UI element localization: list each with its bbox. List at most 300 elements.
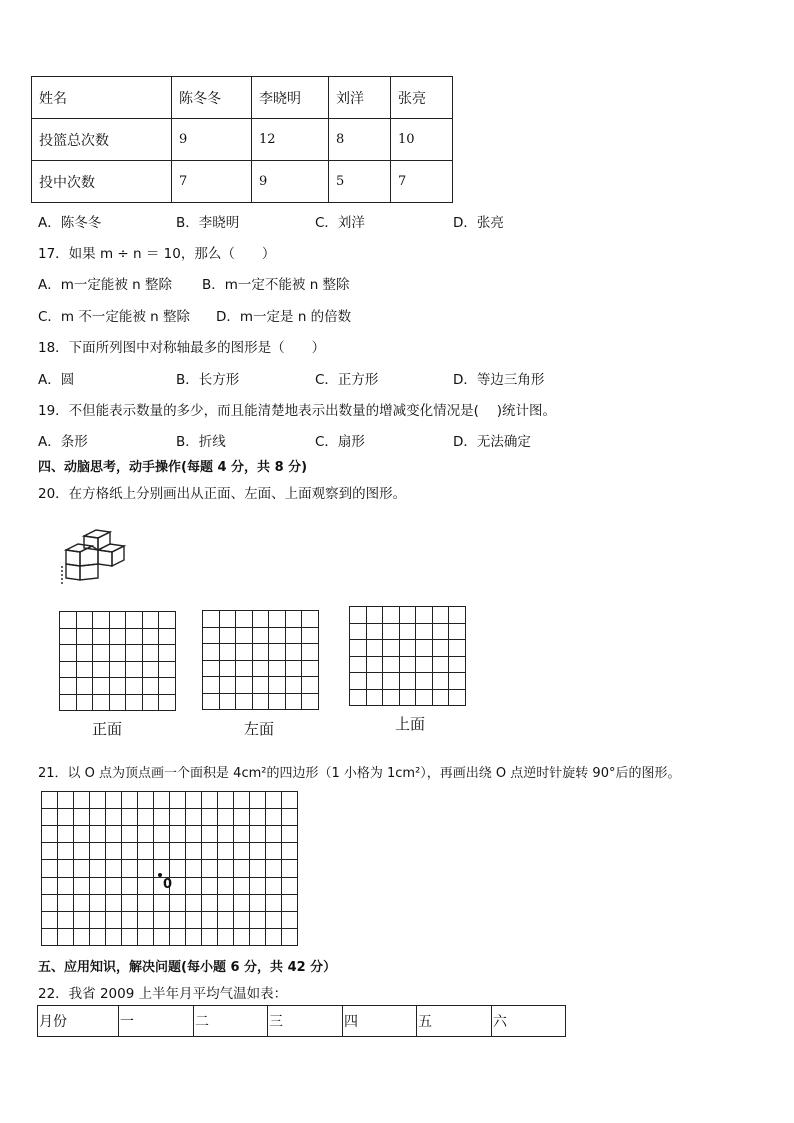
grid-cell <box>252 660 269 677</box>
grid-cell <box>185 842 201 859</box>
grid-cell <box>105 928 121 945</box>
grid-cell <box>265 825 281 842</box>
grid-cell <box>125 644 142 661</box>
point-o-label: 0 <box>163 877 173 892</box>
table-cell: 9 <box>252 161 329 203</box>
q19-option-b: B．折线 <box>176 434 226 450</box>
grid-cell <box>185 825 201 842</box>
grid-cell <box>349 606 366 623</box>
table-cell: 一 <box>119 1006 194 1037</box>
grid-cell <box>233 808 249 825</box>
grid-cell <box>125 677 142 694</box>
grid-cell <box>92 661 109 678</box>
grid-cell <box>169 859 185 876</box>
grid-cell <box>121 825 137 842</box>
grid-cell <box>233 928 249 945</box>
grid-cell <box>121 842 137 859</box>
grid-cell <box>89 825 105 842</box>
grid-cell <box>59 628 76 645</box>
grid-cell <box>201 842 217 859</box>
grid-cell <box>281 928 297 945</box>
grid-cell <box>432 623 449 640</box>
left-view-grid[interactable] <box>202 610 319 710</box>
grid-cell <box>268 610 285 627</box>
grid-cell <box>268 643 285 660</box>
q16-option-a: A．陈冬冬 <box>38 215 102 231</box>
grid-cell <box>349 639 366 656</box>
grid-cell <box>366 623 383 640</box>
grid-cell <box>285 627 302 644</box>
table-header-cell: 张亮 <box>391 77 453 119</box>
grid-cell <box>57 825 73 842</box>
grid-cell <box>169 791 185 808</box>
grid-cell <box>125 694 142 711</box>
grid-cell <box>415 623 432 640</box>
grid-cell <box>89 928 105 945</box>
grid-cell <box>169 928 185 945</box>
section-5-heading: 五、应用知识，解决问题(每小题 6 分，共 42 分） <box>38 960 337 975</box>
grid-cell <box>137 859 153 876</box>
grid-cell <box>92 611 109 628</box>
grid-cell <box>109 611 126 628</box>
grid-cell <box>76 644 93 661</box>
grid-cell <box>201 791 217 808</box>
grid-cell <box>233 859 249 876</box>
grid-cell <box>281 877 297 894</box>
q19-option-a: A．条形 <box>38 434 88 450</box>
q18-option-c: C．正方形 <box>315 372 379 388</box>
grid-cell <box>301 610 318 627</box>
grid-cell <box>137 877 153 894</box>
grid-cell <box>169 894 185 911</box>
grid-cell <box>89 842 105 859</box>
grid-cell <box>76 677 93 694</box>
grid-cell <box>249 894 265 911</box>
grid-cell <box>105 911 121 928</box>
grid-cell <box>201 859 217 876</box>
grid-cell <box>57 894 73 911</box>
table-cell: 三 <box>268 1006 343 1037</box>
grid-cell <box>448 623 465 640</box>
grid-cell <box>185 928 201 945</box>
q19-option-c: C．扇形 <box>315 434 365 450</box>
grid-cell <box>249 808 265 825</box>
table-row <box>32 77 453 119</box>
grid-cell <box>219 610 236 627</box>
grid-cell <box>399 656 416 673</box>
grid-cell <box>89 791 105 808</box>
grid-cell <box>121 877 137 894</box>
grid-cell <box>89 894 105 911</box>
grid-cell <box>202 627 219 644</box>
grid-cell <box>57 791 73 808</box>
grid-cell <box>57 911 73 928</box>
table-header-cell: 姓名 <box>32 77 172 119</box>
grid-cell <box>169 825 185 842</box>
grid-cell <box>268 627 285 644</box>
grid-cell <box>399 606 416 623</box>
grid-cell <box>432 689 449 706</box>
top-view-grid[interactable] <box>349 606 466 706</box>
grid-cell <box>142 611 159 628</box>
grid-cell <box>73 842 89 859</box>
grid-cell <box>382 689 399 706</box>
grid-cell <box>217 859 233 876</box>
grid-cell <box>366 656 383 673</box>
table-cell: 7 <box>172 161 252 203</box>
grid-cell <box>73 928 89 945</box>
grid-cell <box>268 676 285 693</box>
grid-cell <box>249 928 265 945</box>
grid-cell <box>217 825 233 842</box>
grid-cell <box>301 660 318 677</box>
table-header-cell: 刘洋 <box>329 77 391 119</box>
table-cell: 四 <box>343 1006 417 1037</box>
grid-cell <box>382 606 399 623</box>
grid-cell <box>105 825 121 842</box>
q18-option-a: A．圆 <box>38 372 75 388</box>
grid-cell <box>57 877 73 894</box>
grid-cell <box>105 791 121 808</box>
table-cell: 5 <box>329 161 391 203</box>
table-cell: 六 <box>492 1006 566 1037</box>
grid-cell <box>92 677 109 694</box>
grid-cell <box>285 676 302 693</box>
grid-cell <box>448 689 465 706</box>
grid-cell <box>281 791 297 808</box>
grid-cell <box>301 643 318 660</box>
table-cell: 五 <box>417 1006 492 1037</box>
grid-cell <box>92 644 109 661</box>
grid-cell <box>201 894 217 911</box>
grid-cell <box>137 842 153 859</box>
grid-cell <box>153 808 169 825</box>
grid-cell <box>142 694 159 711</box>
grid-cell <box>217 808 233 825</box>
grid-cell <box>448 656 465 673</box>
grid-cell <box>59 661 76 678</box>
grid-cell <box>281 842 297 859</box>
grid-cell <box>76 628 93 645</box>
grid-cell <box>202 643 219 660</box>
q17-option-c: C．m 不一定能被 n 整除 <box>38 309 191 325</box>
grid-cell <box>185 791 201 808</box>
grid-cell <box>252 693 269 710</box>
q18-text: 18．下面所列图中对称轴最多的图形是（ ） <box>38 340 326 356</box>
grid-cell <box>382 639 399 656</box>
grid-cell <box>265 911 281 928</box>
grid-cell <box>121 808 137 825</box>
grid-cell <box>301 676 318 693</box>
grid-cell <box>41 791 57 808</box>
q19-text: 19．不但能表示数量的多少，而且能清楚地表示出数量的增减变化情况是( )统计图。 <box>38 403 557 419</box>
grid-cell <box>432 606 449 623</box>
grid-cell <box>265 928 281 945</box>
front-view-grid[interactable] <box>59 611 176 711</box>
grid-cell <box>142 644 159 661</box>
grid-cell <box>265 808 281 825</box>
q17-text: 17．如果 m ÷ n ＝ 10，那么（ ） <box>38 246 276 262</box>
grid-cell <box>399 689 416 706</box>
grid-cell <box>158 611 175 628</box>
grid-cell <box>57 928 73 945</box>
table-header-cell: 陈冬冬 <box>172 77 252 119</box>
grid-cell <box>219 627 236 644</box>
grid-cell <box>41 842 57 859</box>
grid-cell <box>153 928 169 945</box>
grid-cell <box>121 791 137 808</box>
grid-cell <box>185 859 201 876</box>
grid-cell <box>41 928 57 945</box>
grid-cell <box>125 661 142 678</box>
grid-cell <box>201 928 217 945</box>
grid-cell <box>349 656 366 673</box>
grid-cell <box>125 611 142 628</box>
grid-cell <box>399 623 416 640</box>
grid-cell <box>252 643 269 660</box>
grid-cell <box>89 859 105 876</box>
grid-cell <box>57 842 73 859</box>
grid-cell <box>217 894 233 911</box>
grid-cell <box>41 825 57 842</box>
grid-cell <box>89 877 105 894</box>
section-4-heading: 四、动脑思考，动手操作(每题 4 分，共 8 分) <box>38 460 308 475</box>
grid-cell <box>109 694 126 711</box>
q17-option-a: A．m一定能被 n 整除 <box>38 277 173 293</box>
grid-cell <box>73 877 89 894</box>
table-header-cell: 李晓明 <box>252 77 329 119</box>
table-cell: 月份 <box>38 1006 119 1037</box>
grid-cell <box>233 894 249 911</box>
grid-cell <box>281 911 297 928</box>
grid-cell <box>366 689 383 706</box>
cube-figure <box>58 526 128 586</box>
table-row <box>32 119 453 161</box>
grid-cell <box>73 808 89 825</box>
grid-cell <box>415 606 432 623</box>
grid-cell <box>142 628 159 645</box>
q16-option-c: C．刘洋 <box>315 215 365 231</box>
table-cell: 8 <box>329 119 391 161</box>
grid-cell <box>285 693 302 710</box>
grid-cell <box>432 672 449 689</box>
grid-cell <box>415 639 432 656</box>
grid-cell <box>415 656 432 673</box>
grid-cell <box>142 677 159 694</box>
grid-cell <box>59 611 76 628</box>
grid-cell <box>59 677 76 694</box>
grid-cell <box>366 672 383 689</box>
grid-cell <box>105 808 121 825</box>
rotation-grid[interactable] <box>41 791 298 946</box>
grid-cell <box>158 628 175 645</box>
grid-cell <box>219 660 236 677</box>
q19-option-d: D．无法确定 <box>453 434 531 450</box>
grid-cell <box>41 877 57 894</box>
grid-cell <box>235 610 252 627</box>
grid-cell <box>366 639 383 656</box>
grid-cell <box>185 808 201 825</box>
q16-option-d: D．张亮 <box>453 215 504 231</box>
grid-cell <box>73 911 89 928</box>
q16-option-b: B．李晓明 <box>176 215 240 231</box>
grid-cell <box>109 661 126 678</box>
grid-cell <box>57 808 73 825</box>
grid-cell <box>281 859 297 876</box>
grid-cell <box>109 677 126 694</box>
grid-cell <box>76 694 93 711</box>
grid-cell <box>105 859 121 876</box>
grid-cell <box>233 842 249 859</box>
grid-cell <box>73 859 89 876</box>
q21-text: 21．以 O 点为顶点画一个面积是 4cm²的四边形（1 小格为 1cm²），再画出绕 O 点逆时针旋转 90°后的图形。 <box>38 766 681 781</box>
point-o-dot <box>158 873 162 877</box>
grid-cell <box>233 825 249 842</box>
grid-cell <box>158 677 175 694</box>
grid-cell <box>217 928 233 945</box>
grid-cell <box>185 911 201 928</box>
grid-cell <box>252 627 269 644</box>
grid-cell <box>202 676 219 693</box>
grid-cell <box>169 808 185 825</box>
grid-cell <box>89 911 105 928</box>
grid-cell <box>125 628 142 645</box>
grid-cell <box>41 808 57 825</box>
grid-cell <box>185 877 201 894</box>
grid-cell <box>121 911 137 928</box>
grid-cell <box>41 894 57 911</box>
grid-cell <box>185 894 201 911</box>
grid-cell <box>202 660 219 677</box>
grid-cell <box>89 808 105 825</box>
grid-cell <box>281 808 297 825</box>
grid-cell <box>285 660 302 677</box>
grid-cell <box>105 877 121 894</box>
grid-cell <box>448 606 465 623</box>
left-view-label: 左面 <box>244 720 275 738</box>
grid-cell <box>281 825 297 842</box>
grid-cell <box>265 877 281 894</box>
table-row <box>38 1006 566 1037</box>
grid-cell <box>349 672 366 689</box>
grid-cell <box>281 894 297 911</box>
grid-cell <box>217 877 233 894</box>
grid-cell <box>59 694 76 711</box>
grid-cell <box>249 911 265 928</box>
grid-cell <box>432 656 449 673</box>
table-cell: 投篮总次数 <box>32 119 172 161</box>
grid-cell <box>235 660 252 677</box>
table-cell: 7 <box>391 161 453 203</box>
top-view-label: 上面 <box>395 715 426 733</box>
grid-cell <box>432 639 449 656</box>
grid-cell <box>382 623 399 640</box>
grid-cell <box>217 842 233 859</box>
score-table <box>31 76 453 203</box>
grid-cell <box>265 859 281 876</box>
grid-cell <box>265 894 281 911</box>
grid-cell <box>249 825 265 842</box>
grid-cell <box>73 894 89 911</box>
table-cell: 12 <box>252 119 329 161</box>
table-cell: 10 <box>391 119 453 161</box>
grid-cell <box>415 689 432 706</box>
grid-cell <box>169 842 185 859</box>
grid-cell <box>109 628 126 645</box>
grid-cell <box>249 877 265 894</box>
grid-cell <box>153 825 169 842</box>
grid-cell <box>219 676 236 693</box>
grid-cell <box>219 643 236 660</box>
temperature-table <box>37 1005 566 1037</box>
q20-text: 20．在方格纸上分别画出从正面、左面、上面观察到的图形。 <box>38 486 407 502</box>
grid-cell <box>448 672 465 689</box>
grid-cell <box>105 894 121 911</box>
grid-cell <box>137 825 153 842</box>
grid-cell <box>73 825 89 842</box>
grid-cell <box>235 643 252 660</box>
grid-cell <box>217 911 233 928</box>
grid-cell <box>121 859 137 876</box>
grid-cell <box>121 928 137 945</box>
grid-cell <box>41 911 57 928</box>
grid-cell <box>217 791 233 808</box>
grid-cell <box>169 911 185 928</box>
grid-cell <box>249 842 265 859</box>
table-cell: 9 <box>172 119 252 161</box>
grid-cell <box>268 693 285 710</box>
q17-option-b: B．m一定不能被 n 整除 <box>202 277 350 293</box>
grid-cell <box>202 693 219 710</box>
q18-option-b: B．长方形 <box>176 372 240 388</box>
grid-cell <box>59 644 76 661</box>
grid-cell <box>349 689 366 706</box>
grid-cell <box>366 606 383 623</box>
grid-cell <box>252 676 269 693</box>
grid-cell <box>201 808 217 825</box>
grid-cell <box>235 676 252 693</box>
grid-cell <box>137 894 153 911</box>
front-view-label: 正面 <box>92 720 123 738</box>
grid-cell <box>301 627 318 644</box>
grid-cell <box>233 791 249 808</box>
grid-cell <box>158 661 175 678</box>
grid-cell <box>285 643 302 660</box>
q18-option-d: D．等边三角形 <box>453 372 545 388</box>
q22-text: 22．我省 2009 上半年月平均气温如表： <box>38 986 288 1002</box>
grid-cell <box>201 825 217 842</box>
grid-cell <box>137 928 153 945</box>
grid-cell <box>219 693 236 710</box>
table-row <box>32 161 453 203</box>
grid-cell <box>201 877 217 894</box>
grid-cell <box>415 672 432 689</box>
grid-cell <box>301 693 318 710</box>
grid-cell <box>137 911 153 928</box>
grid-cell <box>233 877 249 894</box>
grid-cell <box>105 842 121 859</box>
table-cell: 投中次数 <box>32 161 172 203</box>
grid-cell <box>76 661 93 678</box>
grid-cell <box>137 808 153 825</box>
table-cell: 二 <box>194 1006 268 1037</box>
grid-cell <box>76 611 93 628</box>
grid-cell <box>158 644 175 661</box>
grid-cell <box>233 911 249 928</box>
grid-cell <box>73 791 89 808</box>
grid-cell <box>153 842 169 859</box>
grid-cell <box>399 639 416 656</box>
